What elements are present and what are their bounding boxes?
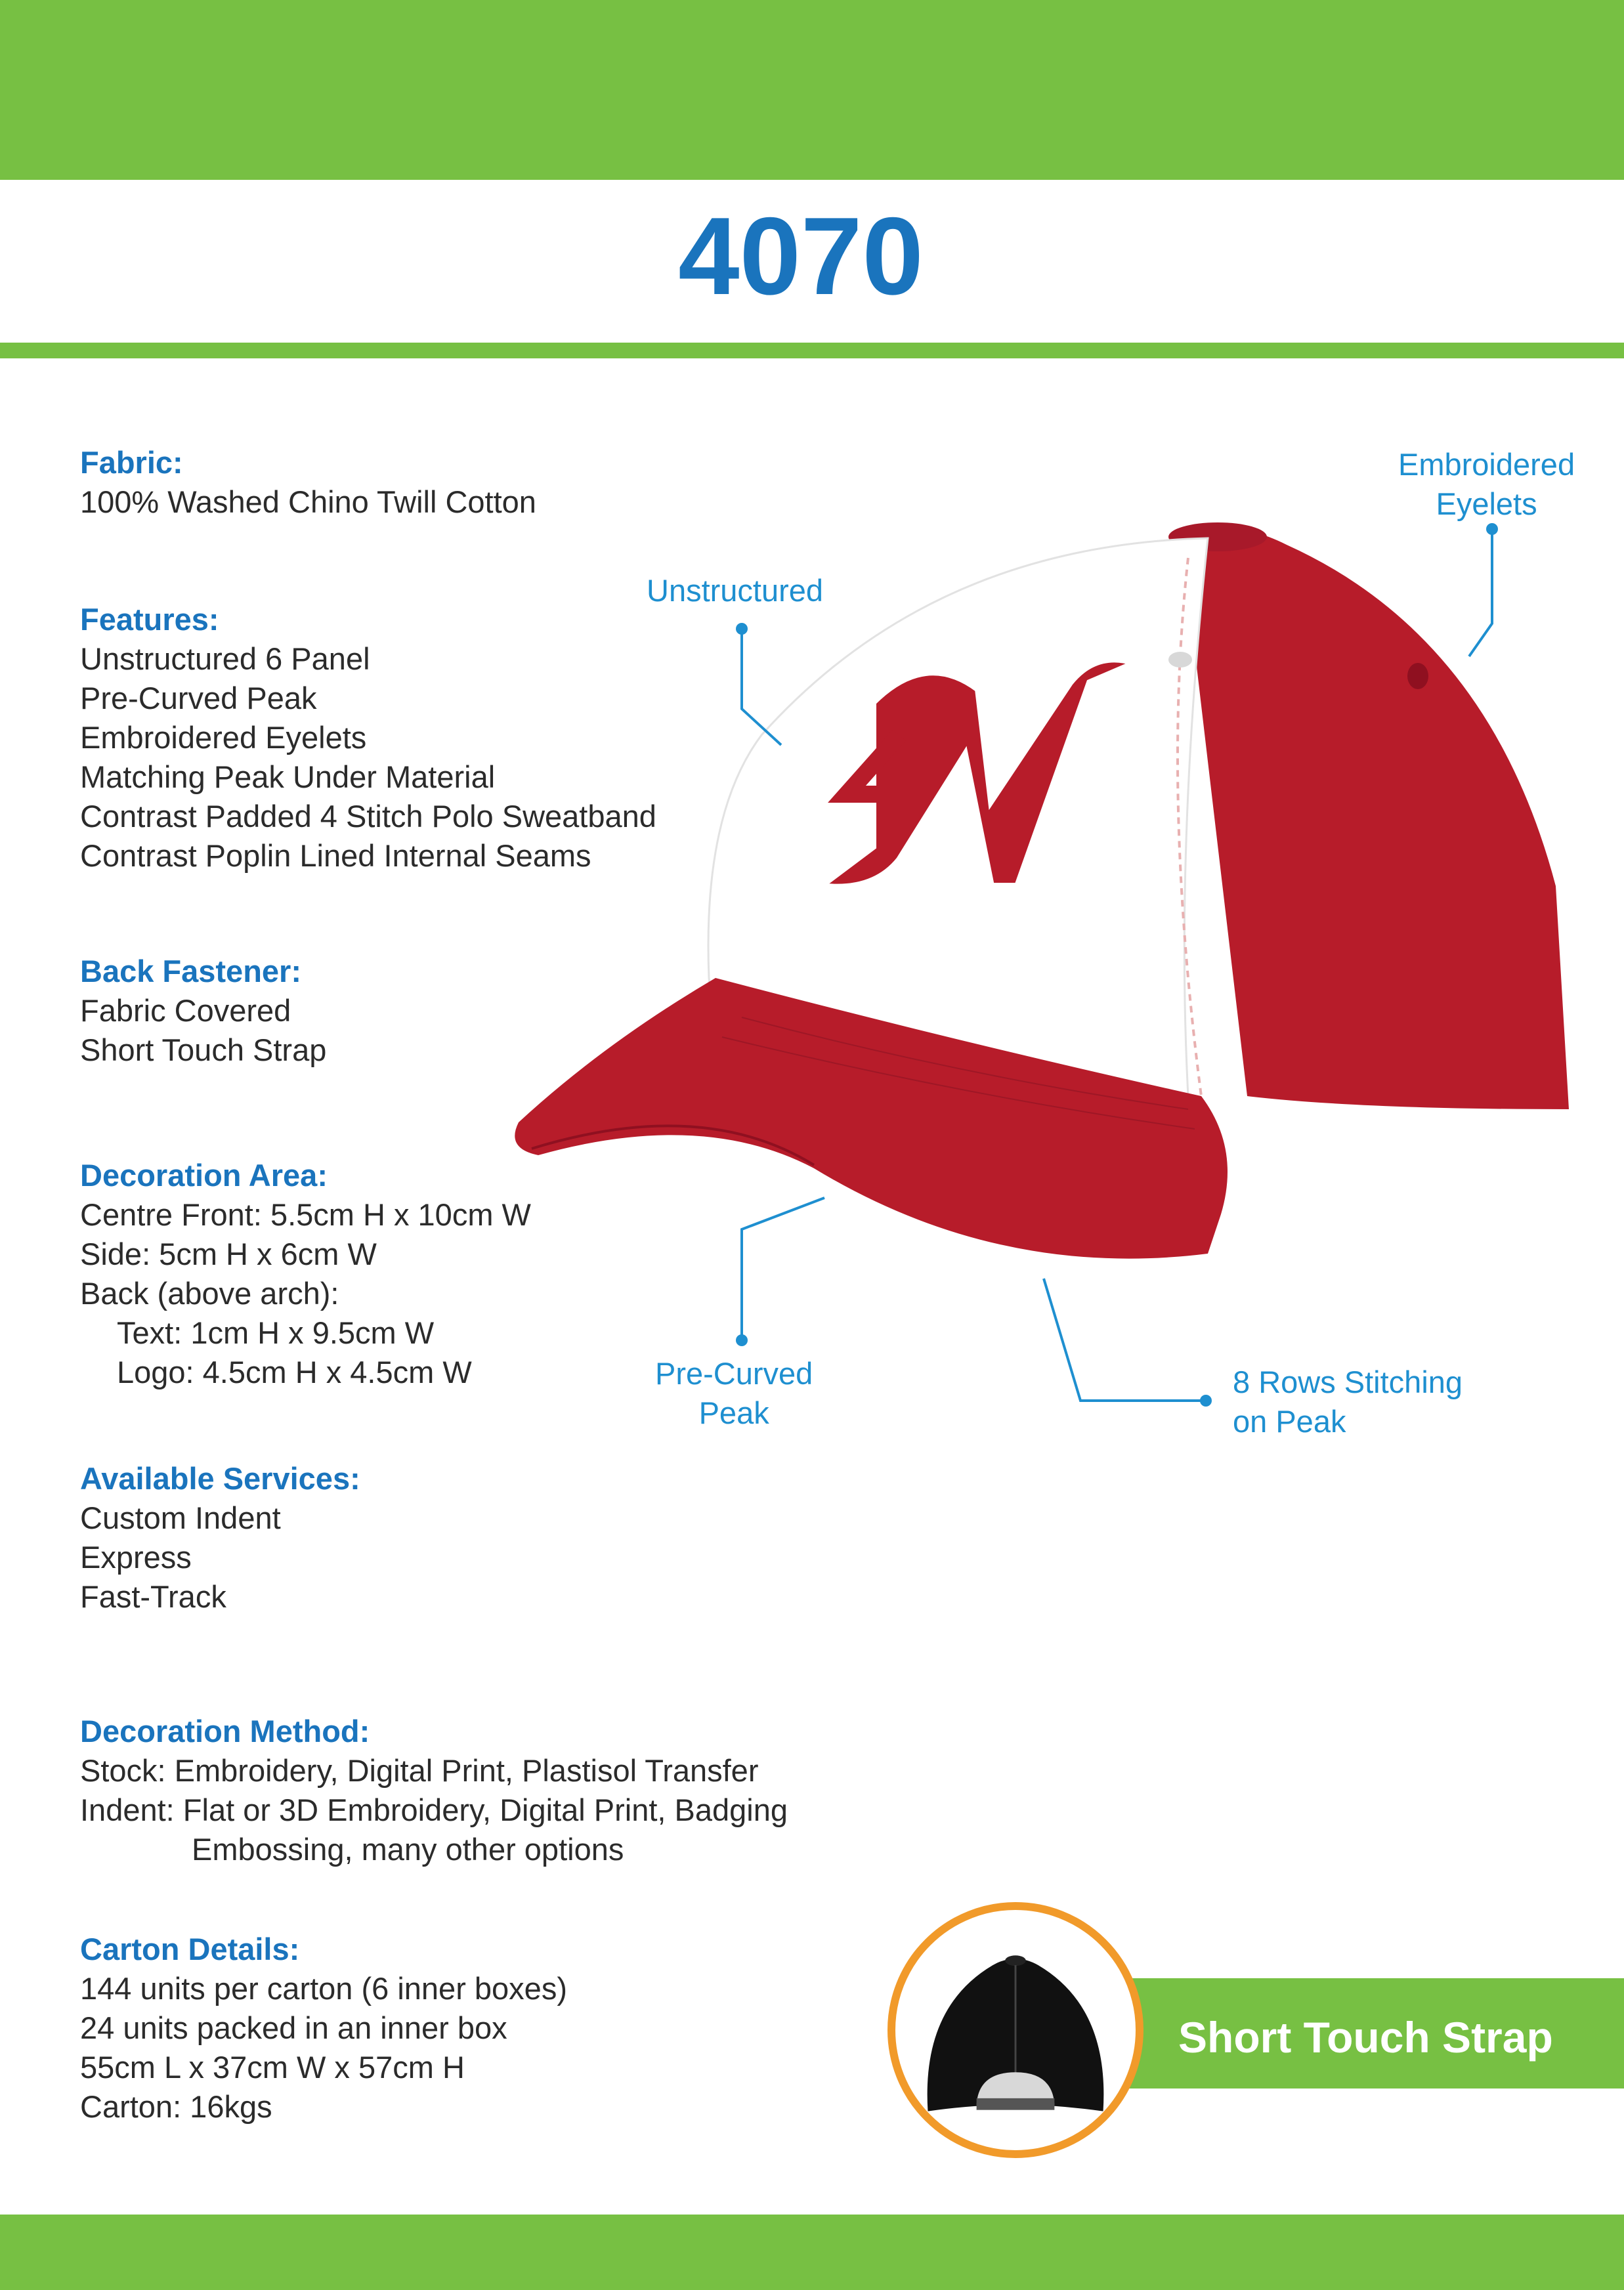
spec-line: Stock: Embroidery, Digital Print, Plastisol Transfer [80, 1753, 759, 1788]
callout-pre-curved-peak [655, 1354, 813, 1433]
spec-heading: Available Services: [80, 1461, 360, 1496]
spec-line: Fabric Covered [80, 993, 291, 1028]
strap-label: Short Touch Strap [1178, 2013, 1553, 2062]
spec-line: Pre-Curved Peak [80, 681, 317, 715]
spec-line: Centre Front: 5.5cm H x 10cm W [80, 1197, 531, 1232]
spec-line: Embroidered Eyelets [80, 720, 367, 755]
spec-decoration-method [80, 1712, 788, 1869]
bottom-green-bar [0, 2215, 1624, 2290]
callout-line: Peak [698, 1395, 769, 1430]
callout-rows-stitching [1233, 1363, 1463, 1441]
callout-line: Eyelets [1436, 486, 1537, 521]
spec-heading: Fabric: [80, 445, 183, 480]
spec-available-services [80, 1459, 360, 1617]
callout-line: Unstructured [647, 573, 824, 608]
spec-sub-line: Logo: 4.5cm H x 4.5cm W [117, 1355, 472, 1389]
callout-line: Pre-Curved [655, 1356, 813, 1391]
spec-line: Contrast Padded 4 Stitch Polo Sweatband [80, 799, 656, 834]
callout-line: Embroidered [1398, 447, 1575, 482]
spec-sub-line: Text: 1cm H x 9.5cm W [117, 1315, 435, 1350]
spec-heading: Decoration Area: [80, 1158, 328, 1193]
spec-line: Short Touch Strap [80, 1032, 327, 1067]
spec-line: Back (above arch): [80, 1276, 339, 1311]
spec-line: Indent: Flat or 3D Embroidery, Digital Print, Badging [80, 1792, 788, 1827]
callout-unstructured [647, 571, 823, 610]
callout-embroidered-eyelets [1398, 445, 1575, 524]
strap-photo-circle [887, 1902, 1143, 2158]
spec-heading: Features: [80, 602, 219, 637]
spec-line: 100% Washed Chino Twill Cotton [80, 484, 536, 519]
product-code-title: 4070 [678, 194, 924, 318]
spec-line: 144 units per carton (6 inner boxes) [80, 1971, 567, 2006]
spec-line: Matching Peak Under Material [80, 759, 496, 794]
spec-line: Fast-Track [80, 1579, 226, 1614]
spec-line: Carton: 16kgs [80, 2089, 272, 2124]
spec-fabric [80, 443, 536, 522]
spec-continuation-line: Embossing, many other options [192, 1832, 624, 1867]
spec-heading: Decoration Method: [80, 1714, 370, 1749]
spec-line: Custom Indent [80, 1500, 281, 1535]
spec-carton-details [80, 1930, 567, 2127]
top-green-bar [0, 0, 1624, 180]
spec-line: Side: 5cm H x 6cm W [80, 1237, 377, 1271]
callout-line: on Peak [1233, 1404, 1346, 1439]
spec-line: Unstructured 6 Panel [80, 641, 370, 676]
spec-heading: Back Fastener: [80, 954, 301, 988]
spec-line: Contrast Poplin Lined Internal Seams [80, 838, 591, 873]
spec-line: 24 units packed in an inner box [80, 2010, 507, 2045]
spec-back-fastener [80, 952, 326, 1070]
callout-line: 8 Rows Stitching [1233, 1365, 1463, 1399]
spec-heading: Carton Details: [80, 1932, 300, 1966]
cap-back-illustration [895, 1910, 1136, 2150]
spec-line: Express [80, 1540, 192, 1575]
divider-green-bar [0, 343, 1624, 358]
spec-line: 55cm L x 37cm W x 57cm H [80, 2050, 465, 2085]
cap-illustration [505, 519, 1582, 1280]
spec-decoration-area [80, 1156, 531, 1392]
